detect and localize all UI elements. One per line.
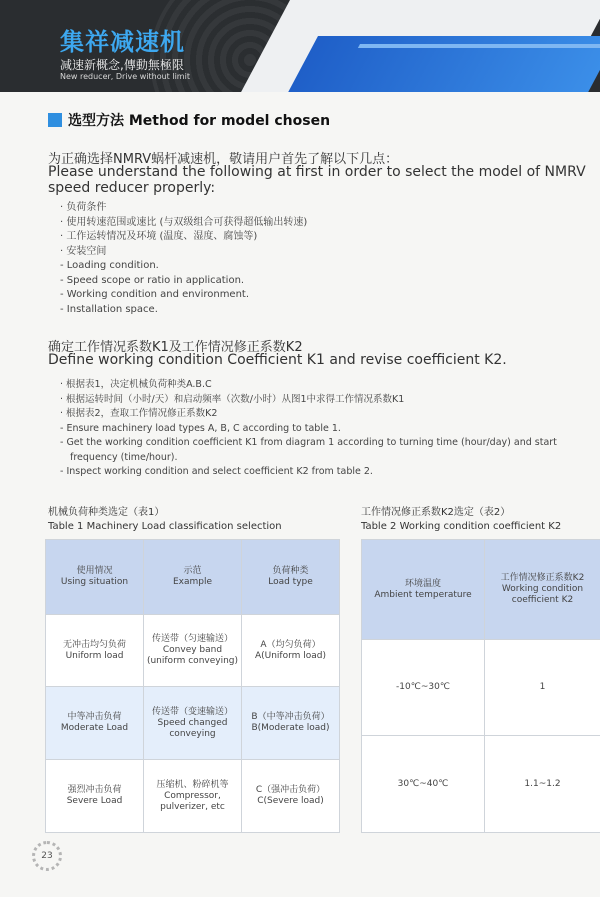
table-header-row <box>362 540 600 640</box>
cell-cn: 压缩机、粉碎机等 <box>156 779 229 790</box>
coefficient-steps-list <box>60 378 595 480</box>
cell-en: Moderate Load <box>60 723 129 733</box>
list-item: · 使用转速范围或速比 (与双级组合可获得超低输出转速) <box>60 216 308 228</box>
cell-cn: C（强冲击负荷） <box>255 785 326 795</box>
table-header-cell <box>144 540 242 615</box>
cell-cn: 无冲击均匀负荷 <box>62 639 126 650</box>
page-header <box>0 0 600 92</box>
table-cell: 30℃~40℃ <box>362 736 485 833</box>
cell-cn: 工作情况修正系数K2 <box>500 573 585 583</box>
list-item: - Loading condition. <box>60 260 159 271</box>
table-cell <box>46 687 144 760</box>
page-number: 23 <box>32 841 62 871</box>
cell-cn: 传送带（变速输送） <box>151 706 233 717</box>
k1-heading-en: Define working condition Coefficient K1 and revise coefficient K2. <box>48 352 507 368</box>
table2-k2-coefficient <box>361 539 600 833</box>
brand-tagline-en: New reducer, Drive without limit <box>60 72 190 81</box>
table2-caption-en: Table 2 Working condition coefficient K2 <box>361 521 562 532</box>
cell-en: Working condition coefficient K2 <box>501 584 584 605</box>
table-cell <box>242 760 340 833</box>
table2-caption-cn: 工作情况修正系数K2选定（表2） <box>361 507 511 518</box>
table-cell: 1.1~1.2 <box>485 736 600 833</box>
table1-caption <box>48 506 282 534</box>
table-cell <box>144 687 242 760</box>
k1-heading-cn: 确定工作情况系数K1及工作情况修正系数K2 <box>48 340 303 355</box>
table2-caption <box>361 506 561 534</box>
list-item: · 根据表2，查取工作情况修正系数K2 <box>60 408 218 419</box>
table-row <box>362 640 600 736</box>
list-item: · 负荷条件 <box>60 202 107 213</box>
cell-en: Speed changed conveying <box>157 717 228 739</box>
cell-cn: 传送带（匀速输送） <box>151 634 233 644</box>
intro-en: Please understand the following at first in order to select the model of NMRV speed reducer properly: <box>48 164 586 196</box>
table-cell <box>144 760 242 833</box>
cell-cn: A（均匀负荷） <box>260 639 321 650</box>
cell-en: Ambient temperature <box>374 589 472 600</box>
cell-en: Uniform load <box>65 650 124 661</box>
list-item: · 工作运转情况及环境 (温度、湿度、腐蚀等) <box>60 231 258 242</box>
table-header-row <box>46 540 340 615</box>
table-header-cell <box>46 540 144 615</box>
list-item: - Speed scope or ratio in application. <box>60 274 245 286</box>
table1-load-classification <box>45 539 340 833</box>
cell-cn: 示范 <box>183 566 202 576</box>
list-item: - Ensure machinery load types A, B, C according to table 1. <box>60 422 341 434</box>
list-item: · 安装空间 <box>60 245 107 257</box>
table-cell: -10℃~30℃ <box>362 640 485 736</box>
list-item: - Get the working condition coefficient K1 from diagram 1 according to turning time (hour/day) and start frequency (time/hour). <box>60 437 557 463</box>
brand-title: 集祥减速机 <box>60 28 185 56</box>
table-header-cell <box>362 540 485 640</box>
cell-cn: 负荷种类 <box>272 566 309 576</box>
table-row <box>46 687 340 760</box>
cell-en: Using situation <box>60 577 129 587</box>
table1-caption-en: Table 1 Machinery Load classification selection <box>48 521 282 532</box>
cell-en: Convey band (uniform conveying) <box>146 645 239 666</box>
section-title-text: 选型方法 Method for model chosen <box>68 113 331 129</box>
intro-cn: 为正确选择NMRV蜗杆减速机，敬请用户首先了解以下几点： <box>48 152 399 167</box>
brand-tagline-cn: 减速新概念,傳動無極限 <box>60 58 184 72</box>
list-item: · 根据表1，决定机械负荷种类A.B.C <box>60 379 212 390</box>
cell-cn: 使用情况 <box>76 566 113 576</box>
list-item: - Inspect working condition and select coefficient K2 from table 2. <box>60 466 373 477</box>
section-square-icon <box>48 113 62 127</box>
table-cell <box>242 687 340 760</box>
cell-en: Example <box>172 577 213 587</box>
cell-en: Severe Load <box>66 796 123 806</box>
header-stripe-accent <box>358 44 600 48</box>
cell-en: Compressor, pulverizer, etc <box>160 790 225 812</box>
table1-caption-cn: 机械负荷种类选定（表1） <box>48 507 165 518</box>
table-cell <box>144 615 242 687</box>
cell-cn: 环境温度 <box>404 578 441 589</box>
cell-cn: 强烈冲击负荷 <box>67 785 122 795</box>
list-item: · 根据运转时间（小时/天）和启动频率（次数/小时）从图1中求得工作情况系数K1 <box>60 393 405 405</box>
cell-cn: 中等冲击负荷 <box>67 712 122 722</box>
table-cell <box>242 615 340 687</box>
table-row <box>46 615 340 687</box>
list-item: - Working condition and environment. <box>60 289 250 300</box>
table-cell <box>46 760 144 833</box>
cell-en: Load type <box>268 577 313 587</box>
table-cell <box>46 615 144 687</box>
cell-en: B(Moderate load) <box>251 723 330 733</box>
cell-en: C(Severe load) <box>257 796 324 806</box>
section-title <box>48 110 330 130</box>
table-cell: 1 <box>485 640 600 736</box>
table-header-cell <box>485 540 600 640</box>
list-item: - Installation space. <box>60 303 158 315</box>
table-row <box>46 760 340 833</box>
requirements-list <box>60 201 307 317</box>
cell-en: A(Uniform load) <box>254 650 327 661</box>
table-row <box>362 736 600 833</box>
cell-cn: B（中等冲击负荷） <box>251 712 330 722</box>
table-header-cell <box>242 540 340 615</box>
